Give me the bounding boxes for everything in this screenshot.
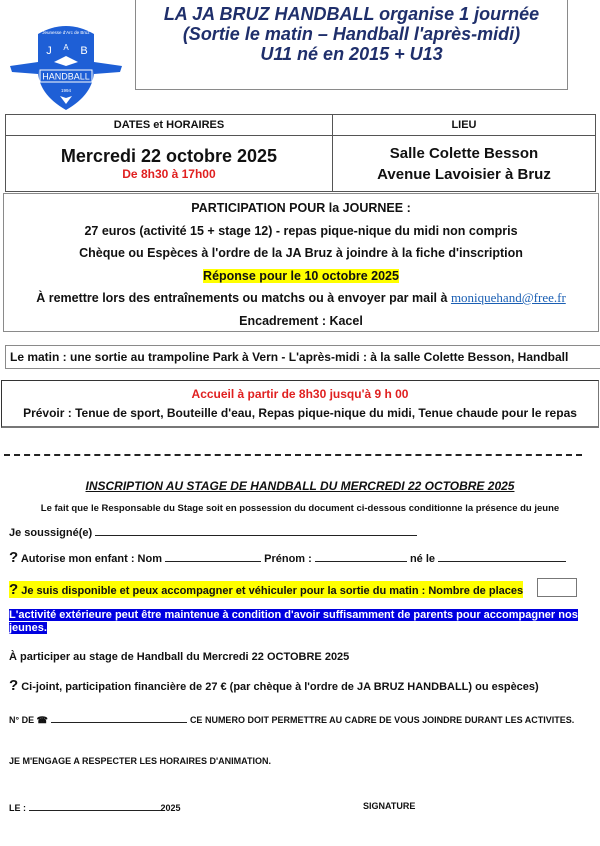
cut-line-divider xyxy=(4,454,582,456)
checkbox-placeholder-icon[interactable]: ? xyxy=(9,549,19,566)
participation-payment: Chèque ou Espèces à l'ordre de la JA Bruz à joindre à la fiche d'inscription xyxy=(79,246,523,260)
title-line-2: (Sortie le matin – Handball l'après-midi) xyxy=(182,24,521,44)
place-address: Avenue Lavoisier à Bruz xyxy=(377,165,551,183)
available-row xyxy=(9,581,523,598)
club-logo xyxy=(8,12,124,112)
birthdate-field[interactable] xyxy=(438,552,566,562)
event-date: Mercredi 22 octobre 2025 xyxy=(60,146,278,166)
form-title: INSCRIPTION AU STAGE DE HANDBALL DU MERCREDI 22 OCTOBRE 2025 xyxy=(85,479,515,493)
email-link[interactable]: moniquehand@free.fr xyxy=(450,290,566,305)
signature-label: SIGNATURE xyxy=(363,801,416,811)
available-label: Je suis disponible et peux accompagner et véhiculer pour la sortie du matin : Nombre de places xyxy=(21,585,524,597)
commitment-text: JE M'ENGAGE A RESPECTER LES HORAIRES D'ANIMATION. xyxy=(9,756,271,766)
participate-text: À participer au stage de Handball du Mercredi 22 OCTOBRE 2025 xyxy=(9,651,350,663)
welcome-box xyxy=(1,380,599,428)
date-row xyxy=(9,801,181,813)
checkbox-placeholder-icon[interactable]: ? xyxy=(9,581,19,598)
dates-place-table xyxy=(5,114,596,192)
phone-row xyxy=(9,713,574,726)
warning-notice: L'activité extérieure peut être maintenue à condition d'avoir suffisamment de parents pour accompagner nos jeunes. xyxy=(9,609,578,634)
place-cell xyxy=(332,136,595,192)
child-name-field[interactable] xyxy=(165,552,261,562)
firstname-label: Prénom : xyxy=(264,553,312,565)
authorize-label: Autorise mon enfant : Nom xyxy=(20,553,162,565)
place-name: Salle Colette Besson xyxy=(389,144,539,162)
dates-header: DATES et HORAIRES xyxy=(6,115,333,136)
svg-text:B: B xyxy=(80,45,88,57)
response-deadline: Réponse pour le 10 octobre 2025 xyxy=(203,268,399,283)
date-year: 2025 xyxy=(160,803,181,813)
participation-box xyxy=(3,193,599,332)
date-cell xyxy=(6,136,333,192)
svg-text:J: J xyxy=(46,45,52,57)
undersigned-label: Je soussigné(e) xyxy=(9,527,93,539)
form-subtitle: Le fait que le Responsable du Stage soit en possession du document ci-dessous conditionne la présence du jeune xyxy=(40,503,560,514)
bring-list: Prévoir : Tenue de sport, Bouteille d'eau, Repas pique-nique du midi, Tenue chaude pour le repas xyxy=(23,406,577,420)
svg-text:1994: 1994 xyxy=(60,88,72,93)
authorize-row xyxy=(9,549,566,566)
undersigned-field[interactable] xyxy=(95,526,417,536)
svg-text:Jeunesse d'Arc de Bruz: Jeunesse d'Arc de Bruz xyxy=(42,30,90,35)
welcome-time: Accueil à partir de 8h30 jusqu'à 9 h 00 xyxy=(191,387,409,401)
send-instructions: À remettre lors des entraînements ou matchs ou à envoyer par mail à moniquehand@free.fr xyxy=(36,290,566,305)
participation-title: PARTICIPATION POUR la JOURNEE : xyxy=(191,201,411,215)
phone-field[interactable] xyxy=(51,713,187,723)
program-box: Le matin : une sortie au trampoline Park à Vern - L'après-midi : à la salle Colette Besson, Handball xyxy=(5,345,600,369)
staff-info: Encadrement : Kacel xyxy=(239,313,363,328)
event-hours: De 8h30 à 17h00 xyxy=(122,167,216,181)
checkbox-placeholder-icon[interactable]: ? xyxy=(9,677,19,694)
payment-label: Ci-joint, participation financière de 27 € (par chèque à l'ordre de JA BRUZ HANDBALL) ou espèces) xyxy=(21,681,539,693)
participation-price: 27 euros (activité 15 + stage 12) - repas pique-nique du midi non compris xyxy=(84,223,518,238)
event-title-box xyxy=(135,0,568,90)
phone-note: CE NUMERO DOIT PERMETTRE AU CADRE DE VOUS JOINDRE DURANT LES ACTIVITES. xyxy=(189,715,575,725)
places-input[interactable] xyxy=(537,578,577,597)
phone-label: N° DE ☎ xyxy=(9,715,48,725)
undersigned-row xyxy=(9,526,417,539)
child-firstname-field[interactable] xyxy=(315,552,407,562)
payment-row xyxy=(9,677,539,694)
born-label: né le xyxy=(409,553,436,565)
svg-text:A: A xyxy=(63,43,69,52)
title-line-3: U11 né en 2015 + U13 xyxy=(260,44,443,64)
date-field[interactable] xyxy=(29,801,161,811)
logo-banner: HANDBALL xyxy=(42,71,90,82)
place-header: LIEU xyxy=(332,115,595,136)
title-line-1: LA JA BRUZ HANDBALL organise 1 journée xyxy=(163,4,540,24)
date-label: LE : xyxy=(9,803,26,813)
